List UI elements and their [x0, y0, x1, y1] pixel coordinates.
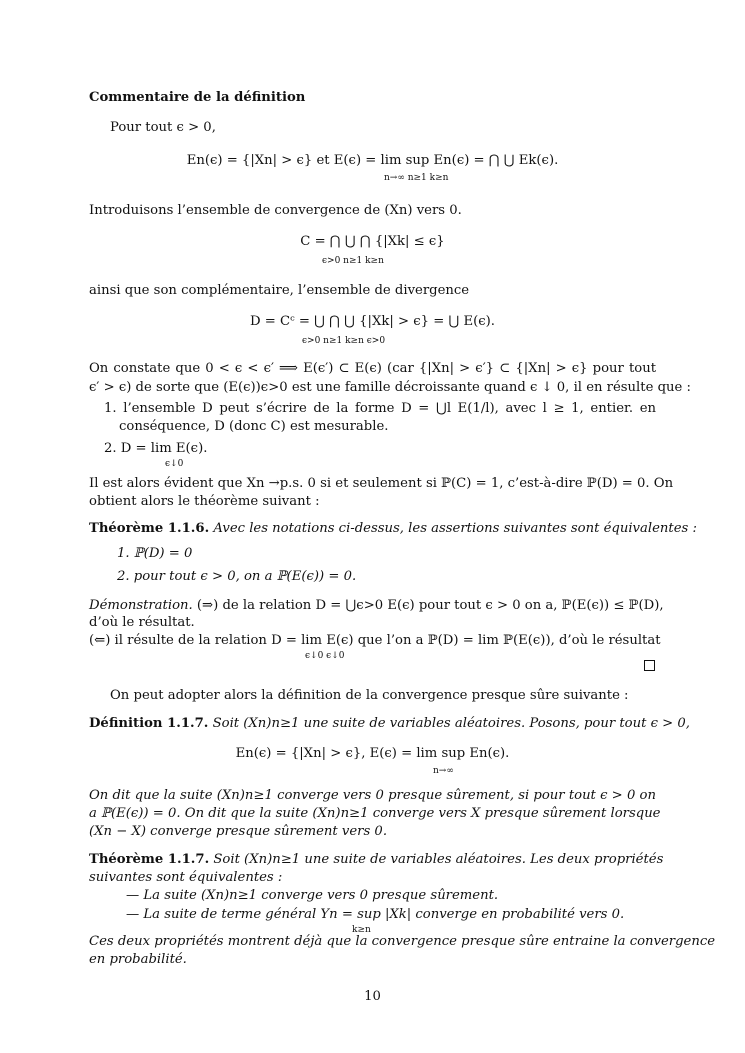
- definition-equation-subscript: n→∞: [433, 766, 454, 776]
- observation-line-2: ϵ′ > ϵ) de sorte que (E(ϵ))ϵ>0 est une famille décroissante quand ϵ ↓ 0, il en résulte que :: [89, 380, 691, 395]
- theorem-1-1-7-bullet-1: — La suite (Xn)n≥1 converge vers 0 presque sûrement.: [126, 888, 499, 903]
- definition-line-1: On dit que la suite (Xn)n≥1 converge vers 0 presque sûrement, si pour tout ϵ > 0 on: [89, 788, 656, 803]
- proof-line-1-text: (⇒) de la relation D = ⋃ϵ>0 E(ϵ) pour tout ϵ > 0 on a, ℙ(E(ϵ)) ≤ ℙ(D),: [196, 598, 664, 613]
- theorem-1-1-7: [89, 852, 664, 868]
- definition-1-1-7-text: Soit (Xn)n≥1 une suite de variables aléatoires. Posons, pour tout ϵ > 0,: [212, 716, 690, 731]
- qed-square-icon: [644, 660, 655, 671]
- list-item-2-subscript: ϵ↓0: [165, 459, 184, 469]
- theorem-1-1-7-bullet-2-subscript: k≥n: [352, 925, 371, 935]
- definition-equation: En(ϵ) = {|Xn| > ϵ}, E(ϵ) = lim sup En(ϵ).: [235, 746, 510, 761]
- equation-3-subscripts: ϵ>0 n≥1 k≥n ϵ>0: [302, 336, 386, 346]
- theorem-1-1-6-item-1: 1. ℙ(D) = 0: [117, 546, 193, 561]
- observation-line-1: On constate que 0 < ϵ < ϵ′ ⟹ E(ϵ′) ⊂ E(ϵ) (car {|Xn| > ϵ′} ⊂ {|Xn| > ϵ} pour tout: [89, 361, 656, 376]
- equation-2: C = ⋂ ⋃ ⋂ {|Xk| ≤ ϵ}: [300, 234, 445, 249]
- evident-line-1: Il est alors évident que Xn →p.s. 0 si et seulement si ℙ(C) = 1, c’est-à-dire ℙ(D) = 0. On: [89, 476, 674, 491]
- proof-line-2: d’où le résultat.: [89, 615, 195, 630]
- equation-2-subscripts: ϵ>0 n≥1 k≥n: [322, 256, 384, 266]
- equation-1: En(ϵ) = {|Xn| > ϵ} et E(ϵ) = lim sup En(ϵ) = ⋂ ⋃ Ek(ϵ).: [186, 153, 559, 168]
- list-item-2: 2. D = lim E(ϵ).: [104, 441, 208, 456]
- adopt-text: On peut adopter alors la définition de la convergence presque sûre suivante :: [110, 688, 629, 703]
- proof-line-3: (⇐) il résulte de la relation D = lim E(ϵ) que l’on a ℙ(D) = lim ℙ(E(ϵ)), d’où le résultat: [89, 633, 661, 648]
- theorem-1-1-7-bullet-2: — La suite de terme général Yn = sup |Xk| converge en probabilité vers 0.: [126, 907, 625, 922]
- theorem-1-1-6-item-2: 2. pour tout ϵ > 0, on a ℙ(E(ϵ)) = 0.: [117, 569, 357, 584]
- theorem-1-1-7-after-2: en probabilité.: [89, 952, 187, 967]
- equation-3: D = Cᶜ = ⋃ ⋂ ⋃ {|Xk| > ϵ} = ⋃ E(ϵ).: [250, 314, 495, 329]
- convergence-intro: Introduisons l’ensemble de convergence de (Xn) vers 0.: [89, 203, 462, 218]
- definition-1-1-7: [89, 716, 690, 732]
- definition-line-2: a ℙ(E(ϵ)) = 0. On dit que la suite (Xn)n≥1 converge vers X presque sûrement lorsque: [89, 806, 661, 821]
- theorem-1-1-6: [89, 521, 697, 537]
- proof-label: Démonstration.: [89, 598, 193, 613]
- section-heading: Commentaire de la définition: [89, 90, 306, 105]
- list-item-1-line-2: conséquence, D (donc C) est mesurable.: [119, 419, 389, 434]
- theorem-1-1-7-line-2: suivantes sont équivalentes :: [89, 870, 283, 885]
- page-number: 10: [364, 989, 381, 1004]
- evident-line-2: obtient alors le théorème suivant :: [89, 494, 320, 509]
- equation-1-subscripts: n→∞ n≥1 k≥n: [384, 173, 449, 183]
- list-item-1-line-1: 1. l’ensemble D peut s’écrire de la forme D = ⋃l E(1/l), avec l ≥ 1, entier. en: [104, 401, 656, 416]
- definition-line-3: (Xn − X) converge presque sûrement vers 0.: [89, 824, 388, 839]
- theorem-1-1-7-line-1: Soit (Xn)n≥1 une suite de variables aléatoires. Les deux propriétés: [213, 852, 664, 867]
- theorem-1-1-7-label: Théorème 1.1.7.: [89, 852, 210, 867]
- theorem-1-1-7-after-1: Ces deux propriétés montrent déjà que la convergence presque sûre entraine la convergence: [89, 934, 716, 949]
- proof-line-3-subscripts: ϵ↓0 ϵ↓0: [305, 651, 345, 661]
- definition-1-1-7-label: Définition 1.1.7.: [89, 716, 209, 731]
- intro-text: Pour tout ϵ > 0,: [110, 120, 216, 135]
- theorem-1-1-6-label: Théorème 1.1.6.: [89, 521, 210, 536]
- proof-line-1: [89, 598, 664, 614]
- divergence-intro: ainsi que son complémentaire, l’ensemble de divergence: [89, 283, 470, 298]
- theorem-1-1-6-text: Avec les notations ci-dessus, les assertions suivantes sont équivalentes :: [213, 521, 697, 536]
